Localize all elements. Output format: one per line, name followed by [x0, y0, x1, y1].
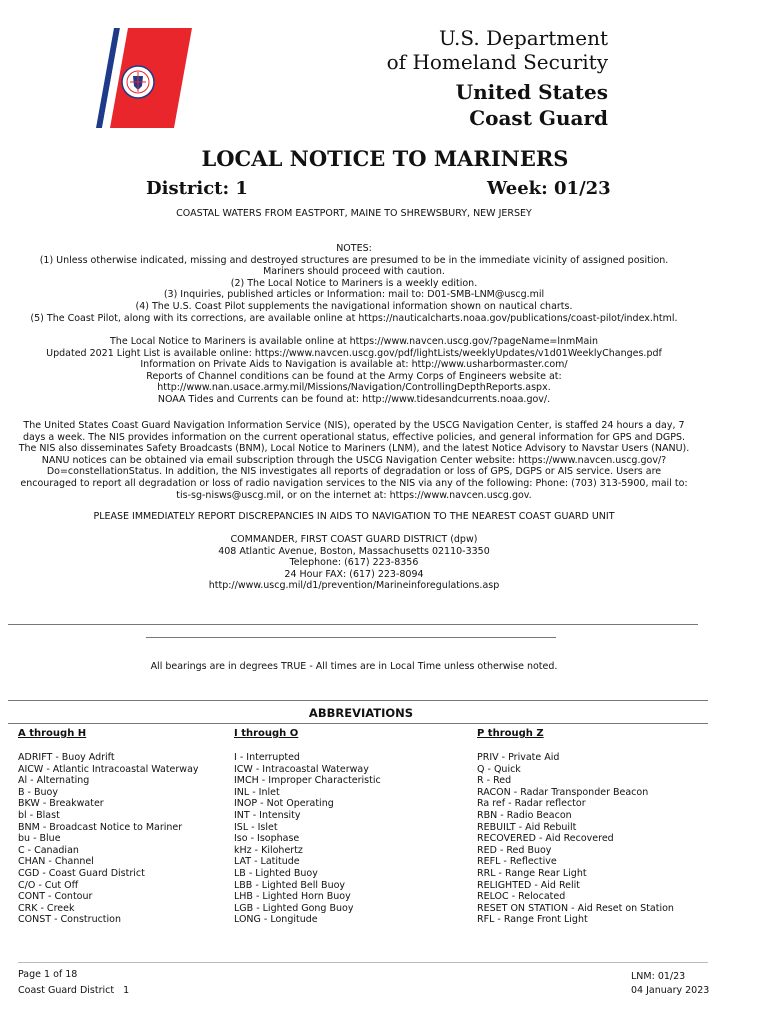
col-p-z-heading: P through Z [477, 728, 544, 739]
dept-line-2: of Homeland Security [386, 50, 608, 74]
tides-link[interactable]: NOAA Tides and Currents can be found at: http://www.tidesandcurrents.noaa.gov/. [157, 393, 551, 405]
footer-district: Coast Guard District 1 [18, 985, 130, 996]
list-item: LBB - Lighted Bell Buoy [234, 879, 346, 891]
list-item: RESET ON STATION - Aid Reset on Station [477, 902, 674, 914]
list-item: kHz - Kilohertz [234, 844, 303, 856]
list-item: LB - Lighted Buoy [234, 867, 318, 879]
list-item: INOP - Not Operating [234, 798, 334, 810]
list-item: CGD - Coast Guard District [18, 867, 145, 879]
online-resources-block [18, 336, 690, 406]
uscg-line-2: Coast Guard [469, 106, 608, 130]
bearings-note: All bearings are in degrees TRUE - All times are in Local Time unless otherwise noted. [150, 661, 558, 672]
commander-name: COMMANDER, FIRST COAST GUARD DISTRICT (dpw) [230, 534, 478, 545]
divider-line-short [146, 637, 556, 638]
list-item: C/O - Cut Off [18, 879, 79, 891]
list-item: RRL - Range Rear Light [477, 867, 587, 879]
col-i-o-heading: I through O [234, 728, 299, 739]
coastal-waters-line: COASTAL WATERS FROM EASTPORT, MAINE TO SHREWSBURY, NEW JERSEY [176, 208, 532, 219]
agency-block [387, 26, 608, 130]
list-item: IMCH - Improper Characteristic [234, 775, 381, 787]
commander-website-link[interactable]: http://www.uscg.mil/d1/prevention/Marineinforegulations.asp [208, 580, 500, 592]
list-item: C - Canadian [18, 844, 79, 856]
abbreviations-col-i-o [234, 752, 381, 926]
list-item: CONT - Contour [18, 891, 93, 903]
uscg-line-1: United States [455, 80, 608, 104]
note-1: (1) Unless otherwise indicated, missing and destroyed structures are presumed to be in the immediate vicinity of assigned position. Mariners should proceed with caution. [39, 254, 669, 278]
list-item: INT - Intensity [234, 809, 301, 821]
note-3: (3) Inquiries, published articles or Information: mail to: D01-SMB-LNM@uscg.mil [163, 289, 545, 301]
list-item: BNM - Broadcast Notice to Mariner [18, 821, 183, 833]
list-item: REFL - Reflective [477, 856, 557, 868]
footer-lnm: LNM: 01/23 [631, 971, 686, 982]
list-item: RECOVERED - Aid Recovered [477, 833, 614, 845]
coast-guard-logo [96, 28, 192, 128]
dept-line-1: U.S. Department [439, 26, 608, 50]
list-item: CHAN - Channel [18, 856, 94, 868]
list-item: BKW - Breakwater [18, 798, 104, 810]
footer-date: 04 January 2023 [631, 985, 710, 996]
district-label: District: 1 [146, 178, 248, 199]
notes-heading: NOTES: [336, 243, 372, 254]
list-item: RFL - Range Front Light [477, 914, 588, 926]
abbreviations-top-rule [8, 700, 708, 701]
nis-paragraph: The United States Coast Guard Navigation Information Service (NIS), operated by the USCG Navigation Center, is staffed 24 hours a day, 7 days a week. The NIS provides information on the current operational status, effective policies, and general information for GPS and DGPS. The NIS also disseminates Safety Broadcasts (BNM), Local Notice to Mariners (LNM), and the latest Notice Advisory to Navstar Users (NANU). NANU notices can be obtained via email subscription through the USCG Navigation Center website: https://www.navcen.uscg.gov/?Do=constellationStatus. In addition, the NIS investigates all reports of degradation or loss of GPS, DGPS or AIS service. Users are encouraged to report all degradation or loss of radio navigation services to the NIS via any of the following: Phone: (703) 313-5900, mail to: tis-sg-nisws@uscg.mil, or on the internet at: https://www.navcen.uscg.gov. [18, 420, 690, 501]
report-discrepancies-line: PLEASE IMMEDIATELY REPORT DISCREPANCIES IN AIDS TO NAVIGATION TO THE NEAREST COAST GUARD UNIT [93, 511, 615, 522]
coast-guard-emblem [122, 66, 154, 98]
note-4: (4) The U.S. Coast Pilot supplements the navigational information shown on nautical charts. [135, 300, 573, 312]
list-item: AICW - Atlantic Intracoastal Waterway [18, 763, 199, 775]
note-5: (5) The Coast Pilot, along with its corrections, are available online at https://nauticalcharts.noaa.gov/publications/coast-pilot/index.html. [30, 312, 678, 324]
list-item: REBUILT - Aid Rebuilt [477, 821, 577, 833]
commander-street: 408 Atlantic Avenue, Boston, Massachusetts 02110-3350 [218, 545, 490, 557]
list-item: ICW - Intracoastal Waterway [234, 763, 369, 775]
footer-left [18, 967, 129, 999]
list-item: RELOC - Relocated [477, 891, 566, 903]
list-item: R - Red [477, 775, 512, 787]
col-a-h-heading: A through H [18, 728, 87, 739]
list-item: bu - Blue [18, 833, 61, 845]
list-item: INL - Inlet [234, 786, 280, 798]
abbreviations-heading: ABBREVIATIONS [308, 706, 414, 720]
week-label: Week: 01/23 [487, 178, 611, 199]
list-item: LAT - Latitude [234, 856, 300, 868]
list-item: PRIV - Private Aid [477, 752, 560, 763]
list-item: Al - Alternating [18, 775, 90, 787]
list-item: LGB - Lighted Gong Buoy [234, 902, 354, 914]
document-title: LOCAL NOTICE TO MARINERS [201, 146, 569, 171]
abbreviations-bottom-rule [8, 723, 708, 724]
list-item: Ra ref - Radar reflector [477, 798, 586, 810]
commander-address-block [18, 534, 690, 592]
commander-phone: Telephone: (617) 223-8356 [289, 557, 419, 569]
commander-fax: 24 Hour FAX: (617) 223-8094 [284, 568, 424, 580]
channel-conditions-link[interactable]: http://www.nan.usace.army.mil/Missions/Navigation/ControllingDepthReports.aspx. [157, 382, 551, 394]
list-item: ADRIFT - Buoy Adrift [18, 752, 115, 763]
channel-conditions-text: Reports of Channel conditions can be found at the Army Corps of Engineers website at: [146, 370, 562, 382]
footer-rule [18, 962, 708, 963]
lnm-online-link[interactable]: The Local Notice to Mariners is available online at https://www.navcen.uscg.gov/?pageName=lnmMain [110, 336, 598, 347]
list-item: RBN - Radio Beacon [477, 809, 572, 821]
list-item: B - Buoy [18, 786, 58, 798]
abbreviations-col-p-z [477, 752, 674, 926]
list-item: Q - Quick [477, 763, 521, 775]
list-item: CRK - Creek [18, 902, 75, 914]
private-aids-link[interactable]: Information on Private Aids to Navigation is available at: http://www.usharbormaster.com/ [140, 359, 568, 371]
abbreviations-col-a-h [18, 752, 199, 926]
list-item: bl - Blast [18, 809, 60, 821]
notes-block [18, 243, 690, 324]
list-item: CONST - Construction [18, 914, 122, 926]
divider-line [8, 624, 698, 625]
list-item: RED - Red Buoy [477, 844, 552, 856]
footer-right [631, 970, 709, 998]
list-item: RACON - Radar Transponder Beacon [477, 786, 649, 798]
list-item: LONG - Longitude [234, 914, 318, 926]
list-item: RELIGHTED - Aid Relit [477, 879, 581, 891]
light-list-link[interactable]: Updated 2021 Light List is available online: https://www.navcen.uscg.gov/pdf/lightLists/weeklyUpdates/v1d01WeeklyChanges.pdf [46, 347, 662, 359]
list-item: Iso - Isophase [234, 833, 300, 845]
note-2: (2) The Local Notice to Mariners is a weekly edition. [230, 277, 478, 289]
list-item: I - Interrupted [234, 752, 300, 763]
list-item: ISL - Islet [234, 821, 278, 833]
page-number: Page 1 of 18 [18, 969, 78, 980]
list-item: LHB - Lighted Horn Buoy [234, 891, 351, 903]
